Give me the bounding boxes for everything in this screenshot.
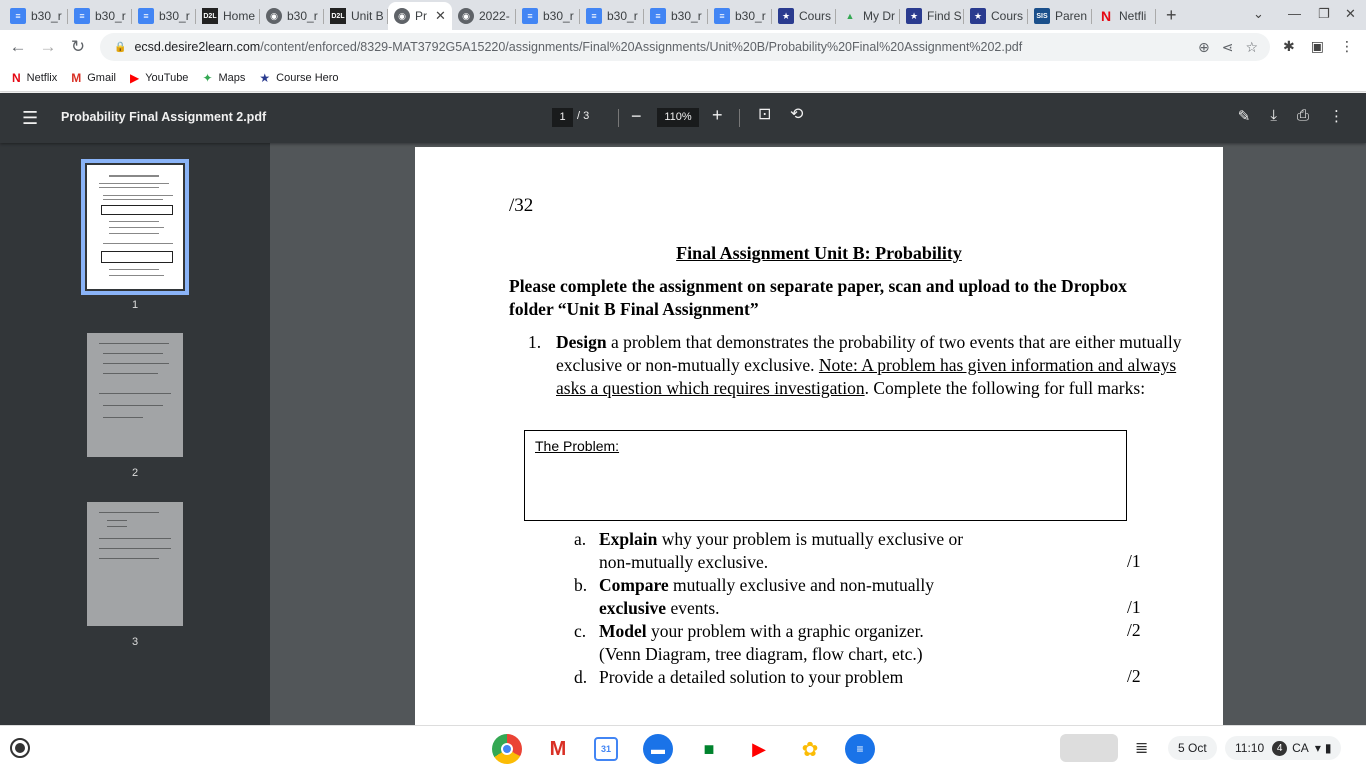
doc-icon: ≡	[650, 8, 666, 24]
annotate-pen-icon[interactable]: ✎	[1237, 108, 1251, 125]
doc-icon: ≡	[586, 8, 602, 24]
bookmark-item[interactable]	[202, 71, 245, 85]
rotate-icon[interactable]: ⟲	[790, 106, 804, 123]
wifi-icon: ▾	[1314, 741, 1321, 755]
bookmark-icon: M	[71, 70, 82, 85]
browser-tab[interactable]	[644, 2, 708, 30]
calendar-icon[interactable]: 31	[594, 737, 618, 761]
tab-label: Cours	[991, 9, 1024, 23]
download-icon[interactable]: ⤓	[1270, 107, 1277, 124]
bookmark-item[interactable]	[71, 71, 116, 85]
question-text: a problem that demonstrates the probability of two events that are either mutually exclusive or non-mutually exclusive.	[556, 332, 1182, 375]
browser-toolbar	[0, 30, 1366, 64]
browser-tab[interactable]	[324, 2, 388, 30]
drive-icon: ▲	[845, 11, 855, 21]
browser-tab[interactable]	[708, 2, 772, 30]
tab-label: My Dr	[863, 9, 895, 23]
tab-label: b30_r	[159, 9, 190, 23]
globe-icon: ◉	[458, 8, 474, 24]
bookmark-label: YouTube	[145, 71, 189, 84]
reload-icon[interactable]: ↻	[70, 37, 86, 56]
files-icon[interactable]: ▬	[643, 734, 673, 764]
tab-label: Paren	[1055, 9, 1088, 23]
clock: 11:10	[1235, 741, 1265, 755]
question-text-end: . Complete the following for full marks:	[864, 378, 1146, 398]
minimize-icon[interactable]: —	[1288, 6, 1301, 21]
fit-page-icon[interactable]: ⊡	[758, 106, 772, 123]
region-label: CA	[1292, 741, 1309, 755]
messages-icon[interactable]: ≡	[845, 734, 875, 764]
browser-tab[interactable]	[772, 2, 836, 30]
subpart-c: c. Model your problem with a graphic organizer. (Venn Diagram, tree diagram, flow chart, etc.)	[574, 621, 924, 664]
browser-tab[interactable]	[4, 2, 68, 30]
tab-label: b30_r	[543, 9, 574, 23]
doc-icon: ≡	[10, 8, 26, 24]
tab-label: b30_r	[671, 9, 702, 23]
subpart-a: a. Explain why your problem is mutually exclusive or non-mutually exclusive.	[574, 529, 964, 572]
close-window-icon[interactable]: ✕	[1345, 6, 1356, 21]
address-bar[interactable]	[100, 33, 1270, 61]
mark-b: /1	[1127, 597, 1141, 617]
browser-tab[interactable]	[68, 2, 132, 30]
holding-space-thumbnail[interactable]	[1060, 734, 1118, 762]
launcher-icon[interactable]	[10, 738, 30, 758]
instructions: Please complete the assignment on separate paper, scan and upload to the Dropbox folder “Unit B Final Assignment”	[509, 276, 1127, 319]
zoom-icon[interactable]: ⊕	[1197, 39, 1210, 55]
doc-icon: ≡	[138, 8, 154, 24]
globe-icon: ◉	[394, 8, 410, 24]
bookmark-icon: ★	[259, 70, 271, 85]
os-shelf	[0, 725, 1366, 768]
tab-label: Pr	[415, 9, 427, 23]
pdf-title: Probability Final Assignment 2.pdf	[61, 110, 267, 124]
pdf-menu-icon[interactable]: ☰	[22, 108, 39, 128]
lock-icon[interactable]: 🔒	[114, 41, 127, 53]
tab-label: b30_r	[31, 9, 62, 23]
browser-tab[interactable]	[580, 2, 644, 30]
photos-icon[interactable]: ✿	[795, 734, 825, 764]
d2l-icon: D2L	[330, 8, 346, 24]
page-thumbnail-1[interactable]	[87, 165, 183, 289]
zoom-input[interactable]: 110%	[657, 108, 699, 127]
new-tab-icon[interactable]: +	[1166, 4, 1177, 25]
share-icon[interactable]: ⋖	[1221, 39, 1234, 55]
browser-tab[interactable]	[900, 2, 964, 30]
document-title: Final Assignment Unit B: Probability	[676, 243, 962, 263]
problem-box	[524, 430, 1127, 521]
extensions-icon[interactable]: ✱	[1283, 38, 1295, 54]
thumbnail-label: 2	[131, 467, 139, 479]
star-icon: ★	[970, 8, 986, 24]
bookmark-icon: ▶	[129, 70, 140, 85]
browser-tab[interactable]	[836, 2, 900, 30]
gmail-icon[interactable]: M	[549, 737, 567, 760]
bookmark-label: Course Hero	[276, 71, 339, 84]
clipboard-icon[interactable]: ≣	[1135, 740, 1149, 757]
tab-label: b30_r	[735, 9, 766, 23]
sis-icon: SIS	[1034, 8, 1050, 24]
mark-d: /2	[1127, 666, 1141, 686]
tab-strip	[0, 0, 1366, 30]
bookmark-icon: N	[12, 70, 21, 85]
page-thumbnail-2[interactable]	[87, 333, 183, 457]
doc-icon: ≡	[714, 8, 730, 24]
tab-label: Home	[223, 9, 256, 23]
bookmark-icon: ✦	[202, 70, 213, 85]
browser-tab[interactable]	[452, 2, 516, 30]
subpart-b: b. Compare mutually exclusive and non-mutually exclusive events.	[574, 575, 935, 618]
mark-c: /2	[1127, 620, 1141, 640]
browser-tab[interactable]	[132, 2, 196, 30]
more-options-icon[interactable]: ⋮	[1329, 108, 1344, 125]
netflix-icon: N	[1100, 8, 1112, 24]
zoom-in-icon[interactable]: +	[712, 105, 723, 125]
page-total: / 3	[577, 110, 590, 122]
pdf-page	[415, 147, 1223, 725]
browser-tab[interactable]	[388, 2, 452, 30]
star-icon: ★	[906, 8, 922, 24]
tab-label: Netfli	[1119, 9, 1147, 23]
restore-icon[interactable]: ❐	[1318, 6, 1330, 21]
tab-label: 2022-	[479, 9, 510, 23]
question-verb: Design	[556, 332, 607, 352]
bookmark-item[interactable]	[12, 71, 57, 85]
star-icon: ★	[778, 8, 794, 24]
date-tray[interactable]: 5 Oct	[1168, 736, 1217, 760]
doc-icon: ≡	[74, 8, 90, 24]
thumbnail-label: 1	[131, 299, 139, 311]
tab-label: b30_r	[287, 9, 318, 23]
problem-label: The Problem:	[535, 438, 620, 454]
bookmark-item[interactable]	[259, 71, 338, 85]
url-host: ecsd.desire2learn.com	[134, 40, 261, 54]
bookmark-label: Gmail	[87, 71, 116, 84]
thumbnail-label: 3	[131, 636, 139, 648]
status-tray[interactable]	[1225, 736, 1341, 760]
mark-a: /1	[1127, 551, 1141, 571]
tab-label: Cours	[799, 9, 832, 23]
tab-label: b30_r	[95, 9, 126, 23]
bookmark-item[interactable]	[130, 71, 188, 85]
tab-label: Find S	[927, 9, 962, 23]
question-1	[528, 331, 1188, 400]
browser-tab[interactable]	[964, 2, 1028, 30]
page-thumbnail-3[interactable]	[87, 502, 183, 626]
globe-icon: ◉	[266, 8, 282, 24]
browser-menu-icon[interactable]: ⋮	[1340, 38, 1354, 54]
url-path: /content/enforced/8329-MAT3792G5A15220/assignments/Final%20Assignments/Unit%20B/Probability%20Final%20Assignment%202.pdf	[260, 40, 1023, 54]
battery-icon: ▮	[1324, 741, 1332, 755]
tab-label: Unit B	[351, 9, 384, 23]
thumbnail-sidebar	[0, 143, 270, 725]
browser-tab[interactable]	[516, 2, 580, 30]
notification-count: 4	[1272, 741, 1287, 756]
side-panel-icon[interactable]: ▣	[1310, 38, 1324, 54]
print-icon[interactable]: ⎙	[1296, 107, 1309, 124]
toolbar-divider	[618, 109, 619, 127]
back-icon[interactable]: ←	[9, 37, 27, 56]
youtube-icon[interactable]: ▶	[744, 734, 774, 764]
toolbar-divider	[739, 109, 740, 127]
tab-label: b30_r	[607, 9, 638, 23]
pdf-toolbar	[0, 93, 1366, 143]
bookmarks-bar	[0, 64, 1366, 92]
meet-icon[interactable]: ■	[694, 734, 724, 764]
bookmark-label: Maps	[218, 71, 246, 84]
browser-tab[interactable]	[196, 2, 260, 30]
zoom-out-icon[interactable]: −	[631, 106, 642, 126]
browser-tab[interactable]	[1028, 2, 1092, 30]
tab-close-icon[interactable]: ✕	[435, 8, 446, 23]
tab-search-icon[interactable]: ⌄	[1253, 6, 1264, 21]
subpart-d: d. Provide a detailed solution to your problem	[574, 667, 904, 687]
browser-tab[interactable]	[1092, 2, 1156, 30]
bookmark-star-icon[interactable]: ☆	[1245, 39, 1258, 55]
chrome-icon[interactable]	[492, 734, 522, 764]
question-number: 1.	[528, 332, 542, 352]
browser-tab[interactable]	[260, 2, 324, 30]
pdf-viewer[interactable]	[270, 143, 1366, 725]
doc-icon: ≡	[522, 8, 538, 24]
page-number-input[interactable]: 1	[552, 108, 573, 127]
forward-icon[interactable]: →	[39, 37, 57, 56]
d2l-icon: D2L	[202, 8, 218, 24]
total-score: /32	[509, 195, 534, 216]
question-note: Note: A problem has given information and always asks a question which requires investigation	[556, 355, 1177, 398]
bookmark-label: Netflix	[26, 71, 58, 84]
